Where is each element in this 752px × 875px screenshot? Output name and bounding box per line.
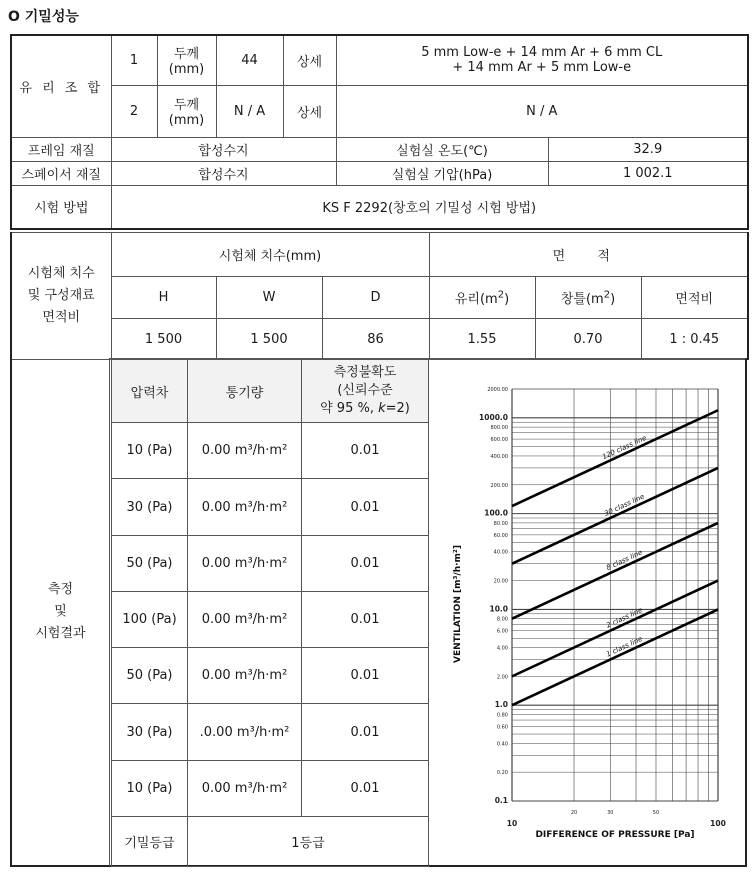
flow-cell: 0.00 m³/h·m² <box>188 648 302 704</box>
spacer-material-label: 스페이서 재질 <box>11 161 111 185</box>
y-tick-label: 0.1 <box>494 796 508 805</box>
flow-col-header: 통기량 <box>188 360 302 423</box>
y-tick-label: 40.00 <box>493 549 508 556</box>
col-area-ratio: 면적비 <box>641 277 748 319</box>
uncertainty-text: 약 95 %, <box>320 401 379 416</box>
lab-temp-value: 32.9 <box>548 137 748 161</box>
col-d: D <box>322 277 429 319</box>
performance-table <box>10 34 749 230</box>
ventilation-chart <box>428 359 746 865</box>
value-w: 1 500 <box>216 319 322 360</box>
glass-detail <box>336 35 748 85</box>
pressure-cell: 50 (Pa) <box>112 536 188 592</box>
pressure-cell: 30 (Pa) <box>112 479 188 536</box>
value-area-ratio: 1 : 0.45 <box>641 319 748 360</box>
uncertainty-cell: 0.01 <box>302 536 429 592</box>
flow-cell: 0.00 m³/h·m² <box>188 479 302 536</box>
superscript: 2 <box>603 289 611 301</box>
results-label-line: 시험결과 <box>35 625 86 641</box>
specimen-label-line: 및 구성재료 <box>27 288 95 303</box>
value-frame-area: 0.70 <box>535 319 641 360</box>
y-tick-label: 200.00 <box>490 482 508 489</box>
pressure-cell: 50 (Pa) <box>112 648 188 704</box>
y-tick-label: 2.00 <box>496 674 508 681</box>
series-label: 1 class line <box>605 634 644 659</box>
series-line <box>512 410 718 506</box>
y-tick-label: 0.60 <box>496 724 508 731</box>
y-tick-label: 0.80 <box>496 712 508 719</box>
glass-detail-line: 5 mm Low-e + 14 mm Ar + 6 mm CL <box>421 45 663 61</box>
col-h: H <box>111 277 216 319</box>
uncertainty-k: k <box>378 401 386 416</box>
y-tick-label: 20.00 <box>493 578 508 585</box>
results-label-line: 측정 <box>47 581 74 597</box>
value-d: 86 <box>322 319 429 360</box>
section-heading: O 기밀성능 <box>8 9 79 25</box>
series-line <box>512 581 718 677</box>
chart-lines <box>512 410 718 705</box>
specimen-label-line: 면적비 <box>42 310 81 325</box>
lab-temp-label: 실험실 온도(℃) <box>336 137 548 161</box>
lab-pressure-label: 실험실 기압(hPa) <box>336 161 548 185</box>
y-tick-label: 400.00 <box>490 453 508 460</box>
glass-row-no: 1 <box>111 35 157 85</box>
y-tick-label: 1.0 <box>494 700 508 710</box>
series-line <box>512 468 718 564</box>
pressure-col-header: 압력차 <box>112 360 188 423</box>
col-glass-area <box>429 277 535 319</box>
y-tick-label: 80.00 <box>493 520 508 527</box>
pressure-cell: 30 (Pa) <box>112 704 188 761</box>
y-tick-label: 0.40 <box>496 741 508 748</box>
value-h: 1 500 <box>111 319 216 360</box>
y-tick-label: 800.00 <box>490 425 508 432</box>
test-method-label: 시험 방법 <box>11 185 111 229</box>
uncertainty-cell: 0.01 <box>302 648 429 704</box>
grade-label: 기밀등급 <box>112 817 188 867</box>
y-tick-label: 1000.0 <box>479 412 508 422</box>
series-label: 8 class line <box>605 548 644 573</box>
y-tick-label: 600.00 <box>490 437 508 444</box>
specimen-label-line: 시험체 치수 <box>27 266 95 281</box>
col-frame-area <box>535 277 641 319</box>
uncertainty-cell: 0.01 <box>302 479 429 536</box>
glass-area-text: 유리(m <box>454 292 498 307</box>
thickness-label: 두께(mm) <box>157 85 216 137</box>
x-tick-label: 20 <box>570 810 578 816</box>
frame-area-text: 창틀(m <box>560 292 604 307</box>
pressure-cell: 10 (Pa) <box>112 761 188 817</box>
x-tick-label: 100 <box>710 819 726 828</box>
uncertainty-cell: 0.01 <box>302 423 429 479</box>
y-tick-label: 2000.00 <box>487 387 508 393</box>
test-method-value: KS F 2292(창호의 기밀성 시험 방법) <box>111 185 748 229</box>
flow-cell: 0.00 m³/h·m² <box>188 592 302 648</box>
uncertainty-line <box>302 400 428 418</box>
detail-label: 상세 <box>283 35 336 85</box>
frame-material-value: 합성수지 <box>111 137 336 161</box>
col-w: W <box>216 277 322 319</box>
uncertainty-line: (신뢰수준 <box>337 383 393 398</box>
area-header: 면 적 <box>429 233 748 277</box>
glass-combination-label: 유 리 조 합 <box>11 35 111 137</box>
superscript: 2 <box>497 289 505 301</box>
spacer-material-value: 합성수지 <box>111 161 336 185</box>
y-tick-label: 10.0 <box>489 604 508 614</box>
flow-cell: 0.00 m³/h·m² <box>188 423 302 479</box>
flow-cell: 0.00 m³/h·m² <box>188 536 302 592</box>
series-label: 2 class line <box>605 606 644 630</box>
uncertainty-cell: 0.01 <box>302 592 429 648</box>
x-axis-label: DIFFERENCE OF PRESSURE [Pa] <box>535 830 695 840</box>
glass-detail-line: + 14 mm Ar + 5 mm Low-e <box>452 60 632 76</box>
series-line <box>512 523 718 619</box>
flow-cell: .0.00 m³/h·m² <box>188 704 302 761</box>
y-tick-label: 0.20 <box>496 770 508 777</box>
uncertainty-cell: 0.01 <box>302 761 429 817</box>
uncertainty-text: =2) <box>385 401 410 416</box>
glass-row-no: 2 <box>111 85 157 137</box>
y-tick-label: 4.00 <box>496 645 508 652</box>
results-label-line: 및 <box>54 603 67 619</box>
series-label: 30 class line <box>603 492 646 518</box>
glass-detail: N / A <box>336 85 748 137</box>
y-tick-label: 6.00 <box>496 628 508 635</box>
thickness-label: 두께(mm) <box>157 35 216 85</box>
specimen-table <box>10 232 749 360</box>
paren: ) <box>504 292 510 307</box>
y-tick-label: 100.0 <box>484 508 508 518</box>
series-label: 120 class line <box>601 433 648 462</box>
x-tick-label: 30 <box>607 810 614 816</box>
thickness-value: 44 <box>216 35 283 85</box>
flow-cell: 0.00 m³/h·m² <box>188 761 302 817</box>
thickness-value: N / A <box>216 85 283 137</box>
pressure-cell: 10 (Pa) <box>112 423 188 479</box>
uncertainty-col-header <box>302 360 429 423</box>
uncertainty-cell: 0.01 <box>302 704 429 761</box>
value-glass-area: 1.55 <box>429 319 535 360</box>
y-tick-label: 60.00 <box>493 532 508 539</box>
pressure-cell: 100 (Pa) <box>112 592 188 648</box>
frame-material-label: 프레임 재질 <box>11 137 111 161</box>
x-tick-label: 50 <box>652 810 660 816</box>
paren: ) <box>610 292 616 307</box>
y-tick-label: 8.00 <box>496 616 508 623</box>
specimen-label <box>11 233 111 360</box>
lab-pressure-value: 1 002.1 <box>548 161 748 185</box>
specimen-dim-header: 시험체 치수(mm) <box>111 233 429 277</box>
measurement-table <box>111 359 429 867</box>
detail-label: 상세 <box>283 85 336 137</box>
y-axis-label: VENTILATION [m³/h·m²] <box>453 545 463 663</box>
uncertainty-line: 측정불확도 <box>333 365 397 380</box>
x-tick-label: 10 <box>506 819 518 828</box>
results-label <box>10 358 110 867</box>
grade-value: 1등급 <box>188 817 429 867</box>
